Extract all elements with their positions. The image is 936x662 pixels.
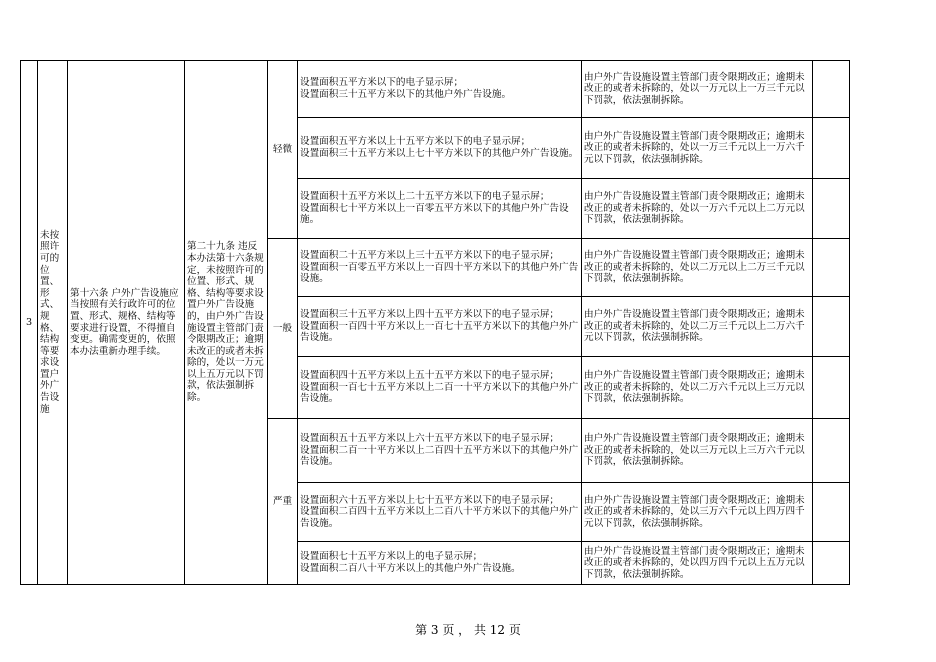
penalty-cell: 由户外广告设施设置主管部门责令限期改正；逾期未改正的或者未拆除的，处以一万六千元以上二万元以下罚款，依法强制拆除。: [582, 179, 813, 239]
empty-cell: [813, 419, 850, 483]
description-line: 设置面积六十五平方米以上七十五平方米以下的电子显示屏；: [300, 494, 560, 506]
description-line: 设置面积二百四十五平方米以上二百八十平方米以下的其他户外广告设施。: [300, 506, 579, 529]
penalty-cell: 由户外广告设施设置主管部门责令限期改正；逾期未改正的或者未拆除的，处以三万六千元以上四万四千元以下罚款，依法强制拆除。: [582, 483, 813, 542]
penalty-cell: 由户外广告设施设置主管部门责令限期改正；逾期未改正的或者未拆除的，处以一万三千元以上一万六千元以下罚款，依法强制拆除。: [582, 118, 813, 179]
description-line: 设置面积五十五平方米以上六十五平方米以下的电子显示屏；: [300, 433, 560, 445]
description-line: 设置面积二百一十平方米以上二百四十五平方米以下的其他户外广告设施。: [300, 444, 579, 468]
description-line: 设置面积二百八十平方米以上的其他户外广告设施。: [300, 563, 521, 574]
description-line: 设置面积七十五平方米以上的电子显示屏；: [300, 551, 483, 563]
empty-cell: [813, 179, 850, 239]
level-cell-general: 一般: [268, 239, 298, 419]
description-line: 设置面积二十五平方米以上三十五平方米以下的电子显示屏；: [300, 250, 560, 262]
description-line: 设置面积七十平方米以上一百零五平方米以下的其他户外广告设施。: [300, 202, 569, 226]
description-cell: [298, 542, 582, 585]
description-cell: [298, 239, 582, 297]
description-line: 设置面积一百七十五平方米以上二百一十平方米以下的其他户外广告设施。: [300, 381, 579, 405]
page-number-footer: 第 3 页 ， 共 12 页: [415, 623, 521, 637]
penalty-cell: 由户外广告设施设置主管部门责令限期改正；逾期未改正的或者未拆除的，处以一万元以上一万三千元以下罚款，依法强制拆除。: [582, 61, 813, 118]
description-line: 设置面积三十五平方米以上四十五平方米以下的电子显示屏；: [300, 309, 560, 321]
description-line: 设置面积一百零五平方米以上一百四十平方米以下的其他户外广告设施。: [300, 261, 579, 285]
description-cell: [298, 179, 582, 239]
penalty-cell: 由户外广告设施设置主管部门责令限期改正；逾期未改正的或者未拆除的，处以二万元以上二万三千元以下罚款，依法强制拆除。: [582, 239, 813, 297]
level-cell-serious: 严重: [268, 419, 298, 585]
penalty-basis-cell: 第二十九条 违反本办法第十六条规定，未按照许可的位置、形式、规格、结构等要求设置户外广告设施的，由户外广告设施设置主管部门责令限期改正；逾期未改正的或者未拆除的，处以一万元以上五万元以下罚款，依法强制拆除。: [185, 61, 268, 585]
empty-cell: [813, 297, 850, 357]
description-cell: [298, 61, 582, 118]
description-cell: [298, 357, 582, 419]
empty-cell: [813, 118, 850, 179]
empty-cell: [813, 61, 850, 118]
penalty-standard-table: [20, 60, 850, 585]
description-line: 设置面积五平方米以下的电子显示屏；: [300, 77, 464, 89]
description-cell: [298, 297, 582, 357]
empty-cell: [813, 542, 850, 585]
table-row: [21, 61, 850, 118]
description-line: 设置面积三十五平方米以下的其他户外广告设施。: [300, 89, 512, 100]
level-cell-minor: 轻微: [268, 61, 298, 239]
empty-cell: [813, 357, 850, 419]
description-line: 设置面积十五平方米以上二十五平方米以下的电子显示屏；: [300, 191, 550, 203]
penalty-cell: 由户外广告设施设置主管部门责令限期改正；逾期未改正的或者未拆除的，处以二万六千元以上三万元以下罚款，依法强制拆除。: [582, 357, 813, 419]
penalty-cell: 由户外广告设施设置主管部门责令限期改正；逾期未改正的或者未拆除的，处以四万四千元以上五万元以下罚款，依法强制拆除。: [582, 542, 813, 585]
violation-behavior-cell: 未按照许可的位置、形式、规格、结构等要求设置户外广告设施: [38, 61, 68, 585]
legal-basis-cell: 第十六条 户外广告设施应当按照有关行政许可的位置、形式、规格、结构等要求进行设置，不得擅自变更。确需变更的，依照本办法重新办理手续。: [68, 61, 185, 585]
description-cell: [298, 419, 582, 483]
empty-cell: [813, 239, 850, 297]
description-line: 设置面积四十五平方米以上五十五平方米以下的电子显示屏；: [300, 370, 560, 382]
description-line: 设置面积五平方米以上十五平方米以下的电子显示屏；: [300, 136, 531, 148]
description-cell: [298, 483, 582, 542]
description-line: 设置面积三十五平方米以上七十平方米以下的其他户外广告设施。: [300, 148, 579, 159]
description-line: 设置面积一百四十平方米以上一百七十五平方米以下的其他户外广告设施。: [300, 320, 579, 344]
penalty-cell: 由户外广告设施设置主管部门责令限期改正；逾期未改正的或者未拆除的，处以二万三千元以上二万六千元以下罚款，依法强制拆除。: [582, 297, 813, 357]
row-number-cell: 3: [21, 61, 38, 585]
empty-cell: [813, 483, 850, 542]
penalty-cell: 由户外广告设施设置主管部门责令限期改正；逾期未改正的或者未拆除的，处以三万元以上三万六千元以下罚款，依法强制拆除。: [582, 419, 813, 483]
description-cell: [298, 118, 582, 179]
